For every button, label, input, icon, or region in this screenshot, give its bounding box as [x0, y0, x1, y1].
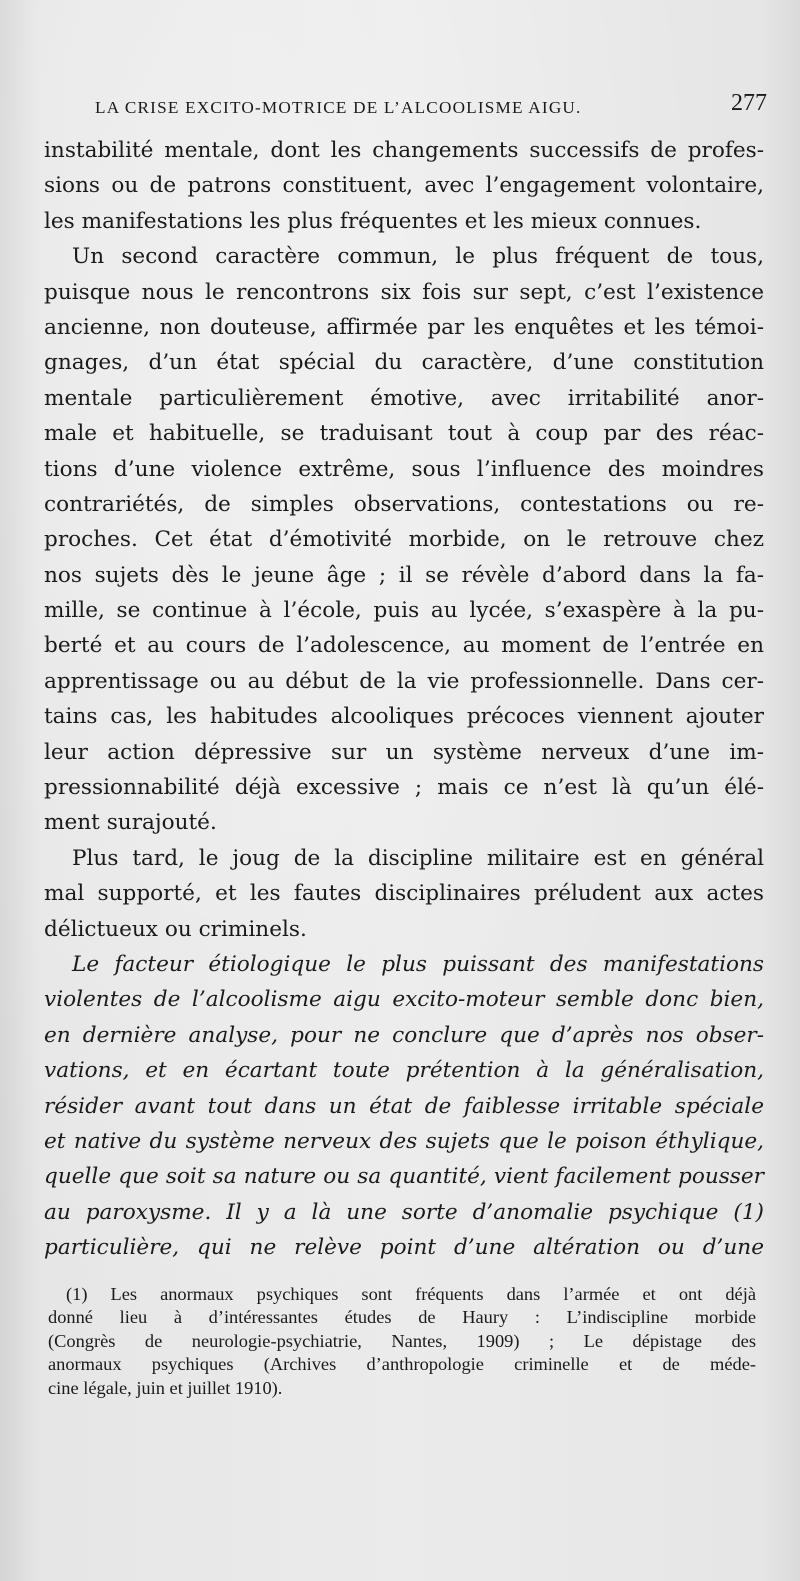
body-line: tains cas, les habitudes alcooliques précoces viennent ajouter	[44, 704, 764, 730]
body-line: ment surajouté.	[44, 810, 217, 836]
body-line: leur action dépressive sur un système nerveux d’une im-	[44, 739, 764, 765]
footnote-line: cine légale, juin et juillet 1910).	[48, 1377, 283, 1398]
body-line: apprentissage ou au début de la vie professionnelle. Dans cer-	[44, 668, 764, 694]
body-line-italic: en dernière analyse, pour ne conclure que d’après nos obser-	[44, 1022, 764, 1048]
footnote-line: donné lieu à d’intéressantes études de Haury : L’indiscipline morbide	[48, 1307, 756, 1328]
body-line: male et habituelle, se traduisant tout à coup par des réac-	[44, 421, 764, 447]
body-line: instabilité mentale, dont les changements successifs de profes-	[44, 138, 764, 163]
body-line-italic: Le facteur étiologique le plus puissant des manifestations	[72, 951, 764, 977]
body-line: les manifestations les plus fréquentes et les mieux connues.	[44, 208, 702, 234]
body-line: tions d’une violence extrême, sous l’influence des moindres	[44, 456, 764, 482]
body-line-italic: particulière, qui ne relève point d’une altération ou d’une	[44, 1235, 764, 1261]
body-line: Un second caractère commun, le plus fréquent de tous,	[72, 244, 764, 270]
body-line-italic: violentes de l’alcoolisme aigu excito-moteur semble donc bien,	[44, 987, 764, 1013]
body-line: Plus tard, le joug de la discipline militaire est en général	[72, 845, 764, 871]
body-line: mille, se continue à l’école, puis au lycée, s’exaspère à la pu-	[44, 598, 764, 624]
body-line: pressionnabilité déjà excessive ; mais ce n’est là qu’un élé-	[44, 775, 764, 801]
body-line: ancienne, non douteuse, affirmée par les enquêtes et les témoi-	[44, 314, 764, 340]
body-line: sions ou de patrons constituent, avec l’engagement volontaire,	[44, 173, 764, 199]
body-line: mal supporté, et les fautes disciplinaires préludent aux actes	[44, 881, 764, 907]
body-line: puisque nous le rencontrons six fois sur sept, c’est l’existence	[44, 279, 764, 305]
body-line: nos sujets dès le jeune âge ; il se révèle d’abord dans la fa-	[44, 562, 764, 588]
body-line: berté et au cours de l’adolescence, au moment de l’entrée en	[44, 633, 764, 659]
body-line: mentale particulièrement émotive, avec irritabilité anor-	[44, 385, 764, 411]
footnote-line: anormaux psychiques (Archives d’anthropologie criminelle et de méde-	[48, 1354, 756, 1375]
footnote-line: (Congrès de neurologie-psychiatrie, Nantes, 1909) ; Le dépistage des	[48, 1330, 756, 1351]
body-line-italic: et native du système nerveux des sujets que le poison éthylique,	[44, 1128, 764, 1154]
page-number: 277	[731, 90, 767, 116]
running-head	[95, 90, 775, 130]
body-line: délictueux ou criminels.	[44, 916, 307, 942]
footnote-line: (1) Les anormaux psychiques sont fréquents dans l’armée et ont déjà	[66, 1284, 756, 1304]
body-line-italic: au paroxysme. Il y a là une sorte d’anomalie psychique (1)	[44, 1199, 764, 1225]
running-head-title: LA CRISE EXCITO-MOTRICE DE L’ALCOOLISME AIGU.	[95, 98, 582, 117]
body-text	[44, 133, 764, 1266]
body-line: proches. Cet état d’émotivité morbide, on le retrouve chez	[44, 527, 764, 553]
body-line-italic: quelle que soit sa nature ou sa quantité, vient facilement pousser	[44, 1164, 764, 1190]
footnotes	[48, 1283, 756, 1400]
body-line: gnages, d’un état spécial du caractère, d’une constitution	[44, 350, 764, 376]
body-line-italic: résider avant tout dans un état de faiblesse irritable spéciale	[44, 1093, 764, 1119]
body-line-italic: vations, et en écartant toute prétention à la généralisation,	[44, 1058, 764, 1084]
body-line: contrariétés, de simples observations, contestations ou re-	[44, 491, 764, 517]
